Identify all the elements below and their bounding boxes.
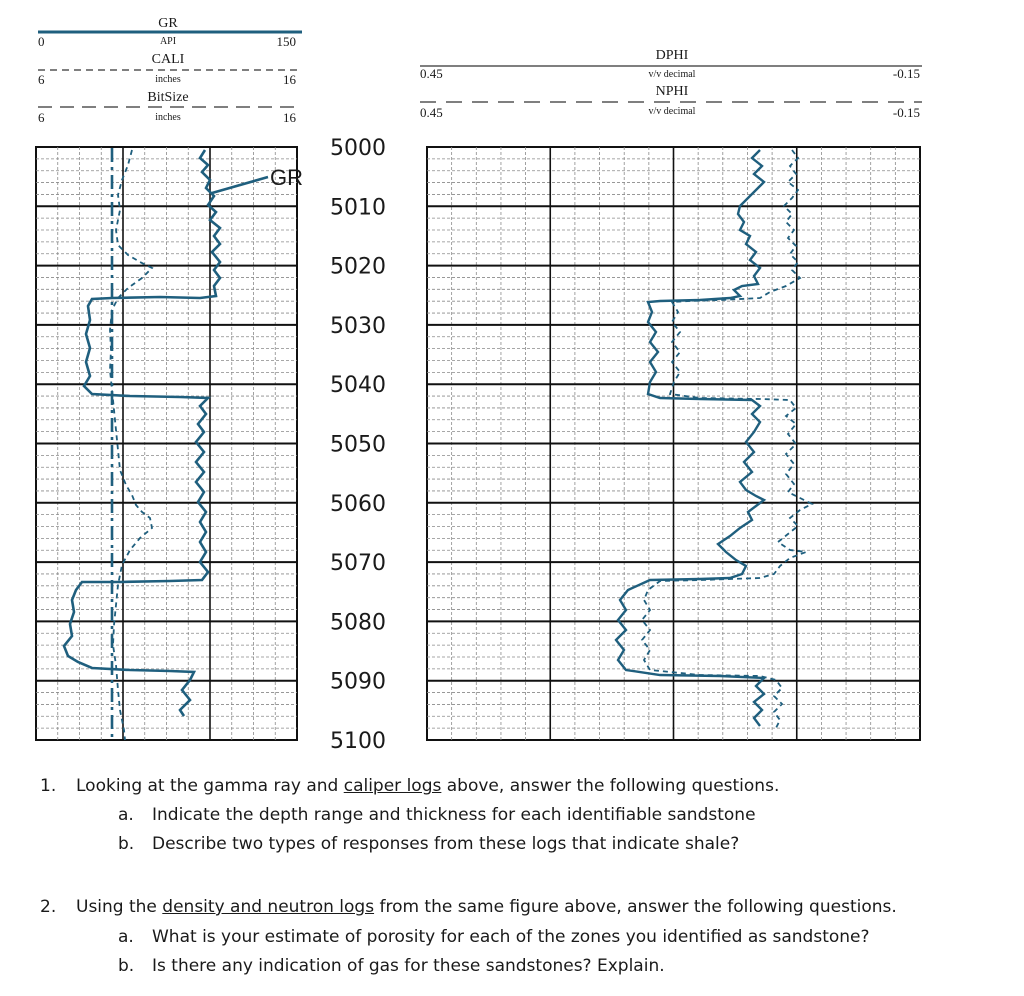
- question-1a-text: Indicate the depth range and thickness for each identifiable sandstone: [152, 805, 756, 825]
- question-1-prefix: Looking at the gamma ray and: [76, 776, 344, 796]
- bitsize-scale-max: 16: [283, 110, 296, 125]
- question-2-suffix: from the same figure above, answer the following questions.: [374, 897, 897, 917]
- bitsize-scale-min: 6: [38, 110, 45, 125]
- gr-scale-min: 0: [38, 34, 45, 49]
- depth-label-5090: 5090: [330, 669, 386, 695]
- bitsize-unit: inches: [155, 112, 181, 123]
- bitsize-curve-name: BitSize: [147, 90, 189, 105]
- gr-track-grid: [36, 147, 297, 740]
- cali-scale-max: 16: [283, 72, 296, 87]
- gr-unit: API: [159, 36, 177, 47]
- depth-label-5010: 5010: [330, 195, 386, 221]
- gr-curve-label: GR: [270, 165, 303, 190]
- dphi-scale-left: 0.45: [420, 66, 443, 81]
- question-1-underlined: caliper logs: [343, 776, 442, 796]
- dphi-scale-right: -0.15: [892, 66, 920, 81]
- depth-label-5100: 5100: [330, 729, 386, 754]
- nphi-scale-left: 0.45: [420, 105, 443, 120]
- question-2a-text: What is your estimate of porosity for each of the zones you identified as sandstone?: [152, 927, 870, 947]
- question-2-underlined: density and neutron logs: [162, 897, 375, 917]
- gr-label-pointer: [212, 177, 268, 193]
- question-2b-letter: b.: [118, 956, 135, 976]
- porosity-track-header: [420, 48, 922, 120]
- gr-track-header: [38, 16, 302, 125]
- nphi-curve: [642, 150, 812, 728]
- question-2-prefix: Using the: [76, 897, 163, 917]
- question-2b-text: Is there any indication of gas for these sandstones? Explain.: [152, 956, 665, 976]
- gr-scale-max: 150: [276, 34, 296, 49]
- question-1: [40, 776, 779, 796]
- question-1b-letter: b.: [118, 834, 135, 854]
- question-1-suffix: above, answer the following questions.: [441, 776, 780, 796]
- dphi-curve: [616, 150, 764, 726]
- cali-curve-name: CALI: [151, 52, 185, 67]
- porosity-track-grid: [427, 147, 920, 740]
- question-1b-text: Describe two types of responses from these logs that indicate shale?: [152, 834, 740, 854]
- caliper-curve: [110, 150, 152, 740]
- question-2-number: 2.: [40, 897, 57, 917]
- gamma-ray-curve: [64, 150, 220, 716]
- depth-label-5020: 5020: [330, 254, 386, 280]
- cali-scale-min: 6: [38, 72, 45, 87]
- nphi-scale-right: -0.15: [892, 105, 920, 120]
- depth-label-5000: 5000: [330, 136, 386, 161]
- depth-label-5080: 5080: [330, 610, 386, 636]
- nphi-unit: v/v decimal: [648, 106, 696, 117]
- dphi-unit: v/v decimal: [648, 69, 696, 80]
- depth-label-5060: 5060: [330, 491, 386, 517]
- cali-unit: inches: [155, 74, 181, 85]
- question-2b: [118, 956, 665, 976]
- question-1-number: 1.: [40, 776, 57, 796]
- question-1a: [118, 805, 756, 825]
- question-1b: [118, 834, 739, 854]
- question-2a-letter: a.: [118, 927, 134, 947]
- depth-label-5030: 5030: [330, 313, 386, 339]
- depth-label-5050: 5050: [330, 432, 386, 458]
- question-2a: [118, 927, 870, 947]
- question-2: [40, 897, 897, 917]
- question-section: [0, 770, 1024, 996]
- depth-label-5070: 5070: [330, 551, 386, 577]
- question-1a-letter: a.: [118, 805, 134, 825]
- nphi-curve-name: NPHI: [655, 84, 689, 99]
- dphi-curve-name: DPHI: [655, 48, 689, 63]
- depth-label-5040: 5040: [330, 373, 386, 399]
- gr-curve-name: GR: [158, 16, 178, 31]
- porosity-track-curves: [616, 150, 812, 728]
- depth-scale: [330, 136, 386, 754]
